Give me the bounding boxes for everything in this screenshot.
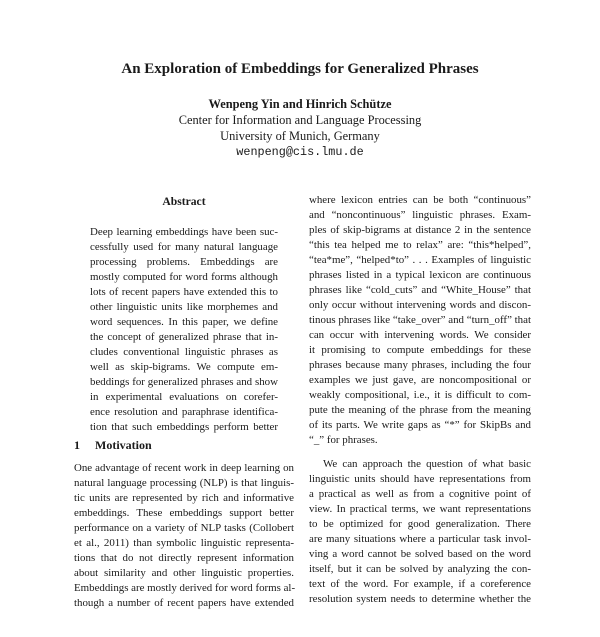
right-line: and “noncontinuous” linguistic phrases. Exam- — [309, 209, 531, 221]
affiliation-line-1: Center for Information and Language Processing — [178, 113, 422, 127]
right-line: tinous phrases like “take_over” and “turn_off” that — [309, 314, 531, 326]
body-line: natural language processing (NLP) is that linguis- — [74, 477, 294, 489]
right-line: phrases like “cold_cuts” and “White_House” that — [309, 284, 531, 296]
right-line: We can approach the question of what basic — [323, 458, 531, 470]
abstract-line: word sequences. In this paper, we define — [90, 316, 278, 328]
right-line: phrases because many phrases, including the four — [309, 359, 531, 371]
abstract-line: cludes conventional linguistic phrases as — [90, 346, 278, 358]
right-line: are many situations where a particular task invol- — [309, 533, 531, 545]
right-line: weakly compositional, i.e., it is difficult to com- — [309, 389, 531, 401]
right-line: a practical as well as from a cognitive point of — [309, 488, 531, 500]
right-line: itself, but it can be solved by analyzing the con- — [309, 563, 531, 575]
right-line: “_” for phrases. — [309, 434, 378, 446]
right-line: phrases listed in a typical lexicon are continuous — [309, 269, 531, 281]
abstract-line: Deep learning embeddings have been suc- — [90, 226, 278, 238]
abstract-line: well as skip-bigrams. We compute em- — [90, 361, 278, 373]
paper-title: An Exploration of Embeddings for Generalized Phrases — [121, 61, 479, 77]
right-line: can occur with intervening words. We consider — [309, 329, 531, 341]
abstract-line: tion that such embeddings perform better — [90, 421, 278, 433]
abstract-line: lots of recent papers have extended this to — [90, 286, 278, 298]
abstract-line: processing problems. Embeddings are — [90, 256, 278, 268]
abstract-heading: Abstract — [162, 195, 206, 208]
abstract-line: cessfully used for many natural language — [90, 241, 278, 253]
abstract-line: beddings for generalized phrases and show — [90, 376, 278, 388]
body-line: tions that do not directly represent information — [74, 552, 294, 564]
right-line: examples we just gave, are noncompositional or — [309, 374, 531, 386]
abstract-line: the concept of generalized phrase that in- — [90, 331, 278, 343]
body-line: tic units are represented by rich and informative — [74, 492, 294, 504]
right-line: of its parts. We write gaps as “*” for SkipBs and — [309, 419, 531, 431]
right-line: ving a word cannot be solved based on the word — [309, 548, 531, 560]
right-line: ples of skip-bigrams at distance 2 in the sentence — [309, 224, 531, 236]
right-line: view. In practical terms, we want representations — [309, 503, 531, 515]
section-heading — [74, 438, 152, 453]
section-number: 1 — [74, 438, 80, 452]
body-line: Embeddings are mostly derived for word forms al- — [74, 582, 296, 594]
right-line: resolution system needs to determine whether the — [309, 593, 531, 605]
abstract-line: other linguistic units like morphemes and — [90, 301, 278, 313]
author-names: Wenpeng Yin and Hinrich Schütze — [208, 97, 392, 111]
section-title: Motivation — [95, 438, 152, 452]
right-line: it promising to compute embeddings for these — [309, 344, 531, 356]
right-line: linguistic units should have representations from — [309, 473, 531, 485]
right-line: only occur without intervening words and discon- — [309, 299, 531, 311]
body-line: about similarity and other linguistic properties. — [74, 567, 294, 579]
right-line: “tea*me”, “helped*to” . . . Examples of linguistic — [309, 254, 531, 266]
abstract-line: mostly computed for word forms although — [90, 271, 278, 283]
right-line: where lexicon entries can be both “continuous” — [309, 194, 531, 206]
body-line: One advantage of recent work in deep learning on — [74, 462, 294, 474]
body-line: though a number of recent papers have extended — [74, 597, 294, 609]
right-line: text of the word. For example, if a coreference — [309, 578, 531, 590]
abstract-line: ence resolution and paraphrase identifica- — [90, 406, 278, 418]
affiliation-line-2: University of Munich, Germany — [220, 129, 380, 143]
body-line: performance on a variety of NLP tasks (Collobert — [74, 522, 294, 534]
abstract-line: in experimental evaluations on corefer- — [90, 391, 278, 403]
right-line: to be optimized for good generalization. There — [309, 518, 531, 530]
right-line: pute the meaning of the phrase from the meaning — [309, 404, 531, 416]
body-line: et al., 2011) than symbolic linguistic representa- — [74, 537, 294, 549]
author-email: wenpeng@cis.lmu.de — [236, 145, 364, 159]
body-line: embeddings. These embeddings support better — [74, 507, 294, 519]
right-line: “this tea helped me to relax” are: “this*helped”, — [309, 239, 531, 251]
